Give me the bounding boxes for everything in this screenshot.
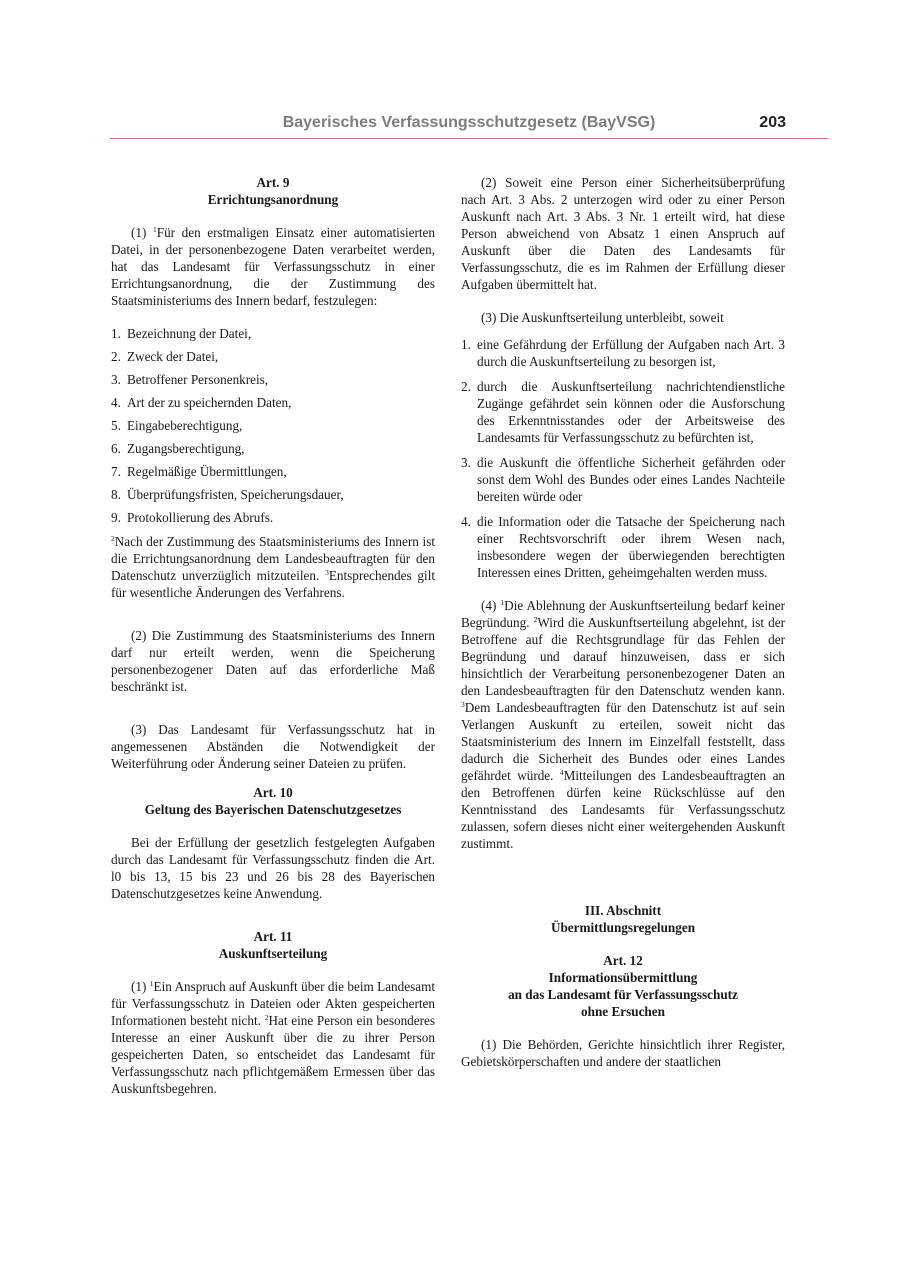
list-item: [111, 417, 435, 434]
list-item-text: Eingabeberechtigung,: [127, 418, 243, 433]
art9-list: [111, 325, 435, 526]
list-item-text: Regelmäßige Übermittlungen,: [127, 464, 287, 479]
list-item-number: 7.: [111, 464, 121, 479]
list-item: [111, 348, 435, 365]
list-item: [111, 394, 435, 411]
art12-title-line-2: an das Landesamt für Verfassungsschutz: [508, 987, 738, 1002]
list-item: [111, 486, 435, 503]
list-item-text: die Information oder die Tatsache der Speicherung nach einer Rechtsvorschrift oder ihrem Wesen nach, insbesondere wegen der überwiegenden berechtigten Interessen eines Dritten, geheimgehalten werden muss.: [477, 514, 785, 580]
list-item-text: Zweck der Datei,: [127, 349, 219, 364]
list-item-number: 4.: [111, 395, 121, 410]
art12-paragraph-1: (1) Die Behörden, Gerichte hinsichtlich ihrer Register, Gebietskörperschaften und andere der staatlichen: [461, 1037, 785, 1069]
art11-paragraph-3: (3) Die Auskunftserteilung unterbleibt, soweit: [481, 310, 724, 325]
list-item: [111, 325, 435, 342]
list-item-text: durch die Auskunftserteilung nachrichtendienstliche Zugänge gefährdet sein können oder die Ausforschung des Erkenntnisstandes oder der Arbeitsweise des Landesamts für Verfassungsschutz zu befürchten ist,: [477, 379, 785, 445]
list-item-number: 2.: [461, 379, 471, 394]
left-column: [111, 174, 435, 1113]
list-item-text: Art der zu speichernden Daten,: [127, 395, 292, 410]
section-number: III. Abschnitt: [584, 903, 662, 918]
art9-heading: [111, 174, 435, 208]
list-item-text: Zugangsberechtigung,: [127, 441, 245, 456]
section-heading: [461, 902, 785, 936]
list-item: [461, 513, 785, 581]
list-item-number: 5.: [111, 418, 121, 433]
list-item: [111, 509, 435, 526]
art11-title: Auskunftserteilung: [218, 946, 328, 961]
list-item-number: 9.: [111, 510, 121, 525]
list-item-number: 3.: [461, 455, 471, 470]
art12-number: Art. 12: [603, 953, 643, 968]
section-title: Übermittlungsregelungen: [550, 920, 696, 935]
art9-paragraph-3: (3) Das Landesamt für Verfassungsschutz hat in angemessenen Abständen die Notwendigkeit der Weiterführung oder Änderung seiner Dateien zu prüfen.: [111, 722, 435, 771]
art11-paragraph-4: (4) $^1$Die Ablehnung der Auskunftserteilung bedarf keiner Begründung. $^2$Wird die Auskunftserteilung abgelehnt, ist der Betroffene auf die Rechtsgrundlage für das Fehlen der Begründung und darauf hinzuweisen, dass er sich hinsichtlich der Verarbeitung personenbezogener Daten an den Landesbeauftragten für den Datenschutz wenden kann. $^3$Dem Landesbeauftragten für den Datenschutz ist auf sein Verlangen Auskunft zu erteilen, soweit nicht das Staatsministerium des Innern im Einzelfall feststellt, dass dadurch die Sicherheit des Bundes oder eines Landes gefährdet würde. $^4$Mitteilungen des Landesbeauftragten an den Betroffenen dürfen keine Rückschlüsse auf den Kenntnisstand des Landesamts für Verfassungsschutz zulassen, sofern dieses nicht einer weitergehenden Auskunft zustimmt.: [461, 598, 786, 851]
art11-paragraph-1: (1) $^1$Ein Anspruch auf Auskunft über die beim Landesamt für Verfassungsschutz in Dateien oder Akten gespeicherten Informationen besteht nicht. $^2$Hat eine Person ein besonderes Interesse an einer Auskunft über die zu ihrer Person gespeicherten Daten, so entscheidet das Landesamt für Verfassungsschutz nach pflichtgemäßem Ermessen über das Auskunftsbegehren.: [111, 979, 436, 1096]
art10-title: Geltung des Bayerischen Datenschutzgesetzes: [144, 802, 402, 817]
list-item-number: 3.: [111, 372, 121, 387]
list-item-number: 1.: [461, 337, 471, 352]
list-item: [111, 371, 435, 388]
list-item-text: Protokollierung des Abrufs.: [127, 510, 274, 525]
list-item: [461, 378, 785, 446]
art11-list: [461, 336, 785, 581]
list-item-text: Betroffener Personenkreis,: [127, 372, 269, 387]
running-header: [110, 114, 828, 139]
list-item-number: 4.: [461, 514, 471, 529]
right-column: [461, 174, 785, 1086]
art9-sentences-2-3: $^2$Nach der Zustimmung des Staatsministeriums des Innern ist die Errichtungsanordnung dem Landesbeauftragten für den Datenschutz unverzüglich mitzuteilen. $^3$Entsprechendes gilt für wesentliche Änderungen des Verfahrens.: [111, 534, 436, 600]
art12-title-line-1: Informationsübermittlung: [548, 970, 698, 985]
art12-heading: [461, 952, 785, 1020]
list-item: [461, 454, 785, 505]
list-item: [111, 440, 435, 457]
list-item-number: 1.: [111, 326, 121, 341]
list-item-number: 6.: [111, 441, 121, 456]
art11-paragraph-2: (2) Soweit eine Person einer Sicherheitsüberprüfung nach Art. 3 Abs. 2 unterzogen wird oder zu einer Person Auskunft nach Art. 3 Abs. 3 Nr. 1 erteilt wird, hat diese Person abweichend von Absatz 1 einen Anspruch auf Auskunft über die Daten des Landesamts für Verfassungsschutz, die es im Rahmen der Erfüllung dieser Aufgaben übermittelt hat.: [461, 175, 785, 292]
art9-number: Art. 9: [256, 175, 290, 190]
art10-heading: [111, 784, 435, 818]
art11-heading: [111, 928, 435, 962]
art9-paragraph-2: (2) Die Zustimmung des Staatsministeriums des Innern darf nur erteilt werden, wenn die Speicherung personenbezogener Daten auf das erforderliche Maß beschränkt ist.: [111, 628, 435, 694]
running-title: Bayerisches Verfassungsschutzgesetz (BayVSG): [282, 114, 656, 131]
page-number: 203: [759, 114, 786, 131]
art10-text: Bei der Erfüllung der gesetzlich festgelegten Aufgaben durch das Landesamt für Verfassungsschutz finden die Art. l0 bis 13, 15 bis 23 und 26 bis 28 des Bayerischen Datenschutzgesetzes keine Anwendung.: [111, 835, 435, 901]
list-item-text: eine Gefährdung der Erfüllung der Aufgaben nach Art. 3 durch die Auskunftserteilung zu besorgen ist,: [477, 337, 785, 369]
art10-number: Art. 10: [253, 785, 293, 800]
art9-paragraph-1: (1) $^1$Für den erstmaligen Einsatz einer automatisierten Datei, in der personenbezogene Daten verarbeitet werden, hat das Landesamt für Verfassungsschutz in einer Errichtungsanordnung, die der Zustimmung des Staatsministeriums des Innern bedarf, festzulegen:: [111, 225, 435, 308]
list-item-text: Überprüfungsfristen, Speicherungsdauer,: [127, 487, 344, 502]
art9-title: Errichtungsanordnung: [207, 192, 339, 207]
list-item-number: 8.: [111, 487, 121, 502]
list-item-text: Bezeichnung der Datei,: [127, 326, 252, 341]
list-item: [461, 336, 785, 370]
list-item-text: die Auskunft die öffentliche Sicherheit gefährden oder sonst dem Wohl des Bundes oder eines Landes Nachteile bereiten würde oder: [477, 455, 785, 504]
art11-number: Art. 11: [253, 929, 293, 944]
art12-title-line-3: ohne Ersuchen: [581, 1004, 665, 1019]
list-item: [111, 463, 435, 480]
list-item-number: 2.: [111, 349, 121, 364]
